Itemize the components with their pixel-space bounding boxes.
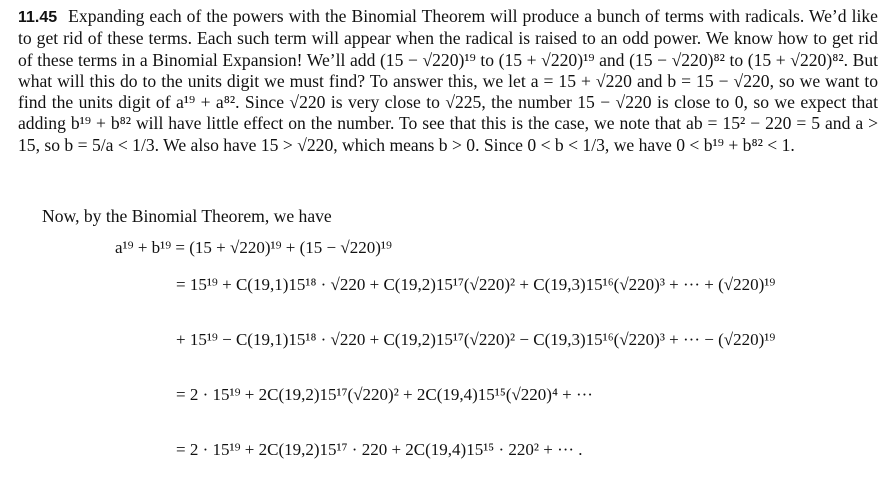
- paragraph-line-5: a = 15 + √220 and b = 15 − √220, so we want to find the units digit of a¹⁹ + a⁸². Since √220 is very close to √225,: [18, 70, 879, 113]
- paragraph-line-4: (15 − √220)⁸² to (15 + √220)⁸². But what will this do to the units digit we must find? To answer this, we let: [18, 49, 878, 91]
- paragraph-line-2: We’d like to get rid of these terms. Each such term will appear when the radical is raised to an odd power.: [18, 6, 878, 49]
- paragraph-line-3: We know how to get rid of these terms in a Binomial Expansion! We’ll add (15 − √220)¹⁹ to (15 + √220)¹⁹ and: [18, 28, 878, 70]
- paragraph-line-7: that this is the case, we note that ab = 15² − 220 = 5 and a > 15, so b = 5/a < 1/3. We also have 15 > √220, which: [18, 113, 878, 155]
- solution-paragraph: [18, 6, 878, 156]
- equation-line-2: = 15¹⁹ + C(19,1)15¹⁸ · √220 + C(19,2)15¹⁷(√220)² + C(19,3)15¹⁶(√220)³ + ··· + (√220)¹⁹: [176, 275, 776, 294]
- equation-line-4: = 2 · 15¹⁹ + 2C(19,2)15¹⁷(√220)² + 2C(19,4)15¹⁵(√220)⁴ + ···: [176, 385, 593, 404]
- intro-text: Now, by the Binomial Theorem, we have: [42, 206, 332, 226]
- equation-line-1: a¹⁹ + b¹⁹ = (15 + √220)¹⁹ + (15 − √220)¹⁹: [115, 238, 392, 257]
- paragraph-line-6: the number 15 − √220 is close to 0, so we expect that adding b¹⁹ + b⁸² will have little effect on the number. To see: [18, 92, 879, 134]
- paragraph-line-8: means b > 0. Since 0 < b < 1/3, we have 0 < b¹⁹ + b⁸² < 1.: [389, 134, 795, 155]
- paragraph-line-1: Expanding each of the powers with the Binomial Theorem will produce a bunch of terms with radicals.: [68, 6, 809, 26]
- equation-line-5: = 2 · 15¹⁹ + 2C(19,2)15¹⁷ · 220 + 2C(19,4)15¹⁵ · 220² + ··· .: [176, 440, 583, 459]
- problem-number: 11.45: [18, 9, 58, 26]
- equation-line-3: + 15¹⁹ − C(19,1)15¹⁸ · √220 + C(19,2)15¹⁷(√220)² − C(19,3)15¹⁶(√220)³ + ··· − (√220)¹⁹: [176, 330, 776, 349]
